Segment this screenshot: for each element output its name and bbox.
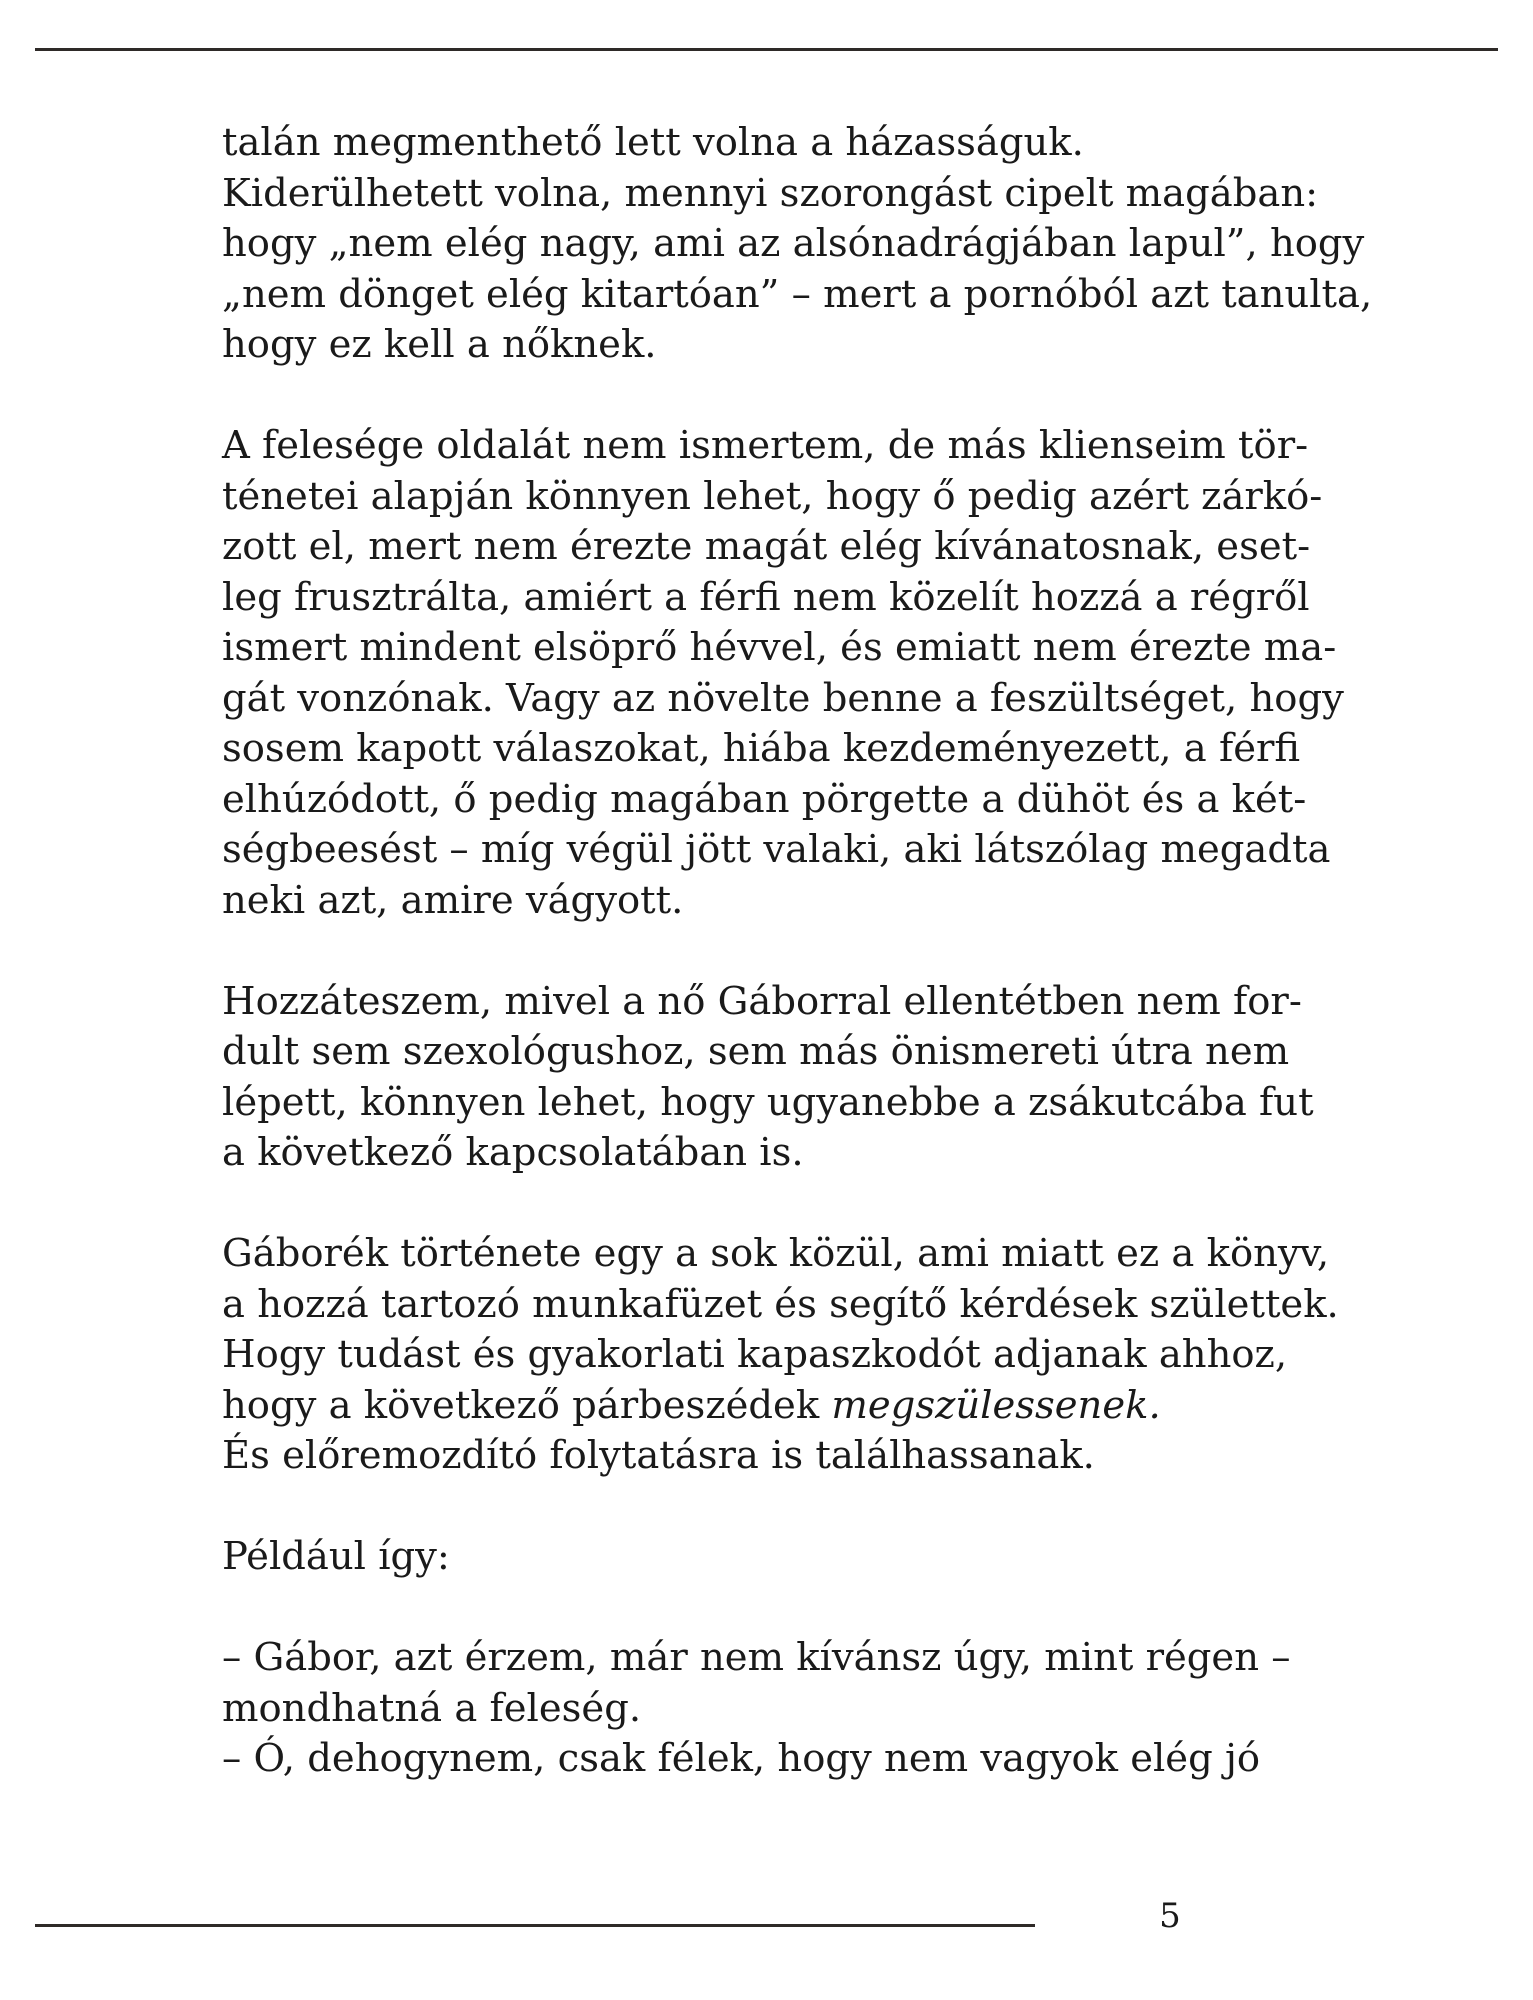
text-line: A felesége oldalát nem ismertem, de más klienseim tör-: [222, 423, 1309, 468]
text-line: ténetei alapján könnyen lehet, hogy ő pedig azért zárkó-: [222, 473, 1323, 519]
paragraph-3: [222, 977, 1373, 1179]
text-line: mondhatná a feleség.: [222, 1685, 642, 1731]
paragraph-2: [222, 421, 1373, 926]
paragraph-5: [222, 1532, 1373, 1583]
text-line: gát vonzónak. Vagy az növelte benne a feszültséget, hogy: [222, 675, 1344, 721]
footer-rule: [35, 1924, 1035, 1927]
paragraph-4: [222, 1229, 1373, 1482]
page-number: 5: [1159, 1896, 1181, 1936]
text-line: hogy „nem elég nagy, ami az alsónadrágjában lapul”, hogy: [222, 221, 1365, 266]
text-line: – Ó, dehogynem, csak félek, hogy nem vagyok elég jó: [222, 1736, 1261, 1781]
text-line: „nem dönget elég kitartóan” – mert a pornóból azt tanulta,: [222, 271, 1373, 317]
header-rule: [35, 48, 1498, 51]
text-line: elhúzódott, ő pedig magában pörgette a dühöt és a két-: [222, 776, 1307, 822]
paragraph-gap: [222, 1179, 1373, 1230]
paragraph-1: [222, 118, 1373, 371]
paragraph-gap: [222, 371, 1373, 422]
text-line: Kiderülhetett volna, mennyi szorongást cipelt magában:: [222, 170, 1319, 216]
text-column: [222, 118, 1373, 1785]
text-line: És előremozdító folytatásra is találhassanak.: [222, 1433, 1095, 1478]
text-line: hogy ez kell a nőknek.: [222, 322, 657, 367]
text-line: leg frusztrálta, amiért a férfi nem közelít hozzá a régről: [222, 574, 1310, 620]
text-line: neki azt, amire vágyott.: [222, 877, 684, 923]
emphasised-phrase: megszülessenek.: [831, 1382, 1161, 1428]
text-line: zott el, mert nem érezte magát elég kívánatosnak, eset-: [222, 524, 1311, 569]
paragraph-gap: [222, 1583, 1373, 1634]
text-line-with-italic: hogy a következő párbeszédek megszülessenek.: [222, 1382, 1161, 1428]
text-line: dult sem szexológushoz, sem más önismereti útra nem: [222, 1029, 1290, 1074]
paragraph-gap: [222, 926, 1373, 977]
text-line: Hogy tudást és gyakorlati kapaszkodót adjanak ahhoz,: [222, 1332, 1288, 1377]
text-line: lépett, könnyen lehet, hogy ugyanebbe a zsákutcába fut: [222, 1079, 1314, 1125]
paragraph-gap: [222, 1482, 1373, 1533]
text-line: – Gábor, azt érzem, már nem kívánsz úgy, mint régen –: [222, 1635, 1291, 1680]
text-line: talán megmenthető lett volna a házasságuk.: [222, 120, 1084, 165]
text-line: ismert mindent elsöprő hévvel, és emiatt nem érezte ma-: [222, 625, 1337, 670]
text-line: Hozzáteszem, mivel a nő Gáborral ellentétben nem for-: [222, 978, 1302, 1024]
text-line: a hozzá tartozó munkafüzet és segítő kérdések születtek.: [222, 1281, 1339, 1327]
text-line: ségbeesést – míg végül jött valaki, aki látszólag megadta: [222, 827, 1331, 872]
text-line: Gáborék története egy a sok közül, ami miatt ez a könyv,: [222, 1231, 1330, 1276]
text-line: sosem kapott válaszokat, hiába kezdeményezett, a férfi: [222, 726, 1301, 771]
text-line: Például így:: [222, 1534, 450, 1579]
text-line: a következő kapcsolatában is.: [222, 1130, 804, 1175]
paragraph-6-dialogue: [222, 1633, 1373, 1785]
